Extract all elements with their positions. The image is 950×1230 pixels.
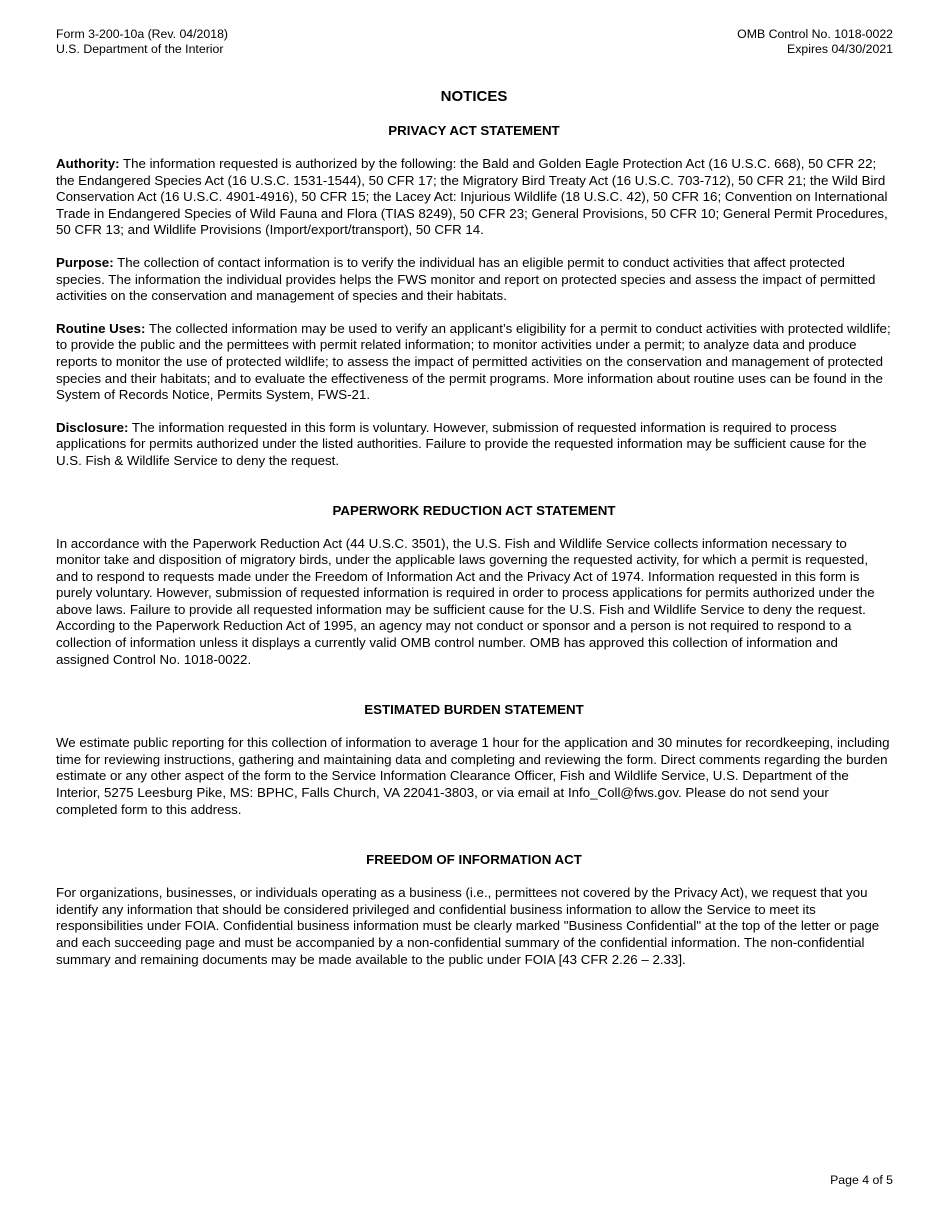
routine-uses-label: Routine Uses: [56, 320, 146, 336]
notices-content [56, 88, 892, 968]
form-header-right [737, 27, 893, 57]
authority-label: Authority: [56, 156, 120, 171]
purpose-text: The collection of contact information is to verify the individual has an eligible permit to conduct activities that affect protected species. The information the individual provides helps the FWS monitor and report on protected species and assess the impact of permitted activities on the conservation and management of species and their habitats. [56, 254, 876, 304]
purpose-paragraph [56, 255, 892, 305]
routine-uses-paragraph [56, 321, 892, 404]
form-number: Form 3-200-10a (Rev. 04/2018) [56, 27, 229, 41]
foia-title: FREEDOM OF INFORMATION ACT [366, 852, 582, 868]
estimated-burden-paragraph: We estimate public reporting for this collection of information to average 1 hour for the application and 30 minutes for recordkeeping, including time for reviewing instructions, gathering and maintaining data and completing and reviewing the form. Direct comments regarding the burden estimate or any other aspect of the form to the Service Information Clearance Officer, Fish and Wildlife Service, U.S. Department of the Interior, 5275 Leesburg Pike, MS: BPHC, Falls Church, VA 22041-3803, or via email at Info_Coll@fws.gov. Please do not send your completed form to this address. [56, 735, 890, 817]
department-name: U.S. Department of the Interior [56, 42, 224, 56]
omb-control-number: OMB Control No. 1018-0022 [737, 27, 893, 41]
disclosure-label: Disclosure: [56, 419, 129, 435]
page-number: Page 4 of 5 [830, 1173, 893, 1187]
foia-paragraph: For organizations, businesses, or individuals operating as a business (i.e., permittees not covered by the Privacy Act), we request that you identify any information that should be considered privileged and confidential business information to allow the Service to meet its responsibilities under FOIA. Confidential business information must be clearly marked "Business Confidential" at the top of the letter or page and each succeeding page and must be accompanied by a non-confidential summary of the confidential information. The non-confidential summary and remaining documents may be made available to the public under FOIA [43 CFR 2.26 – 2.33]. [56, 885, 880, 967]
paperwork-reduction-title: PAPERWORK REDUCTION ACT STATEMENT [332, 502, 616, 518]
form-header-left [56, 27, 228, 57]
authority-text: The information requested is authorized by the following: the Bald and Golden Eagle Protection Act (16 U.S.C. 668), 50 CFR 22; the Endangered Species Act (16 U.S.C. 1531-1544), 50 CFR 17; the Migratory Bird Treaty Act (16 U.S.C. 703-712), 50 CFR 21; the Wild Bird Conservation Act (16 U.S.C. 4901-4916), 50 CFR 15; the Lacey Act: Injurious Wildlife (18 U.S.C. 42), 50 CFR 16; Convention on International Trade in Endangered Species of Wild Fauna and Flora (TIAS 8249), 50 CFR 23; General Provisions, 50 CFR 10; General Permit Procedures, 50 CFR 13; and Wildlife Provisions (Import/export/transport), 50 CFR 14. [56, 156, 888, 238]
notices-title: NOTICES [440, 88, 508, 105]
privacy-act-title: PRIVACY ACT STATEMENT [388, 123, 560, 138]
disclosure-text: The information requested in this form is voluntary. However, submission of requested information is required to process applications for permits authorized under the listed authorities. Failure to provide the requested information may be sufficient cause for the U.S. Fish & Wildlife Service to deny the request. [56, 419, 867, 468]
purpose-label: Purpose: [56, 254, 114, 270]
routine-uses-text: The collected information may be used to verify an applicant’s eligibility for a permit to conduct activities with protected wildlife; to provide the public and the permittees with permit related information; to monitor activities under a permit; to analyze data and produce reports to monitor the use of protected wildlife; to assess the impact of permitted activities on the conservation and management of protected species and their habitats; and to evaluate the effectiveness of the permit programs. More information about routine uses can be found in the System of Records Notice, Permits System, FWS-21. [56, 320, 891, 403]
expiration-date: Expires 04/30/2021 [787, 42, 893, 56]
authority-paragraph [56, 156, 892, 239]
disclosure-paragraph [56, 420, 892, 470]
paperwork-reduction-paragraph: In accordance with the Paperwork Reduction Act (44 U.S.C. 3501), the U.S. Fish and Wildlife Service collects information necessary to monitor take and disposition of migratory birds, under the applicable laws governing the requested activity, for which a permit is requested, and to respond to requests made under the Freedom of Information Act and the Privacy Act of 1974. Information requested in this form is purely voluntary. However, submission of requested information is required in order to process applications for permits authorized under the above laws. Failure to provide all requested information may be sufficient cause for the U.S. Fish and Wildlife Service to deny the request. According to the Paperwork Reduction Act of 1995, an agency may not conduct or sponsor and a person is not required to respond to a collection of information unless it displays a currently valid OMB control number. OMB has approved this collection of information and assigned Control No. 1018-0022. [56, 535, 875, 667]
estimated-burden-title: ESTIMATED BURDEN STATEMENT [364, 702, 584, 718]
